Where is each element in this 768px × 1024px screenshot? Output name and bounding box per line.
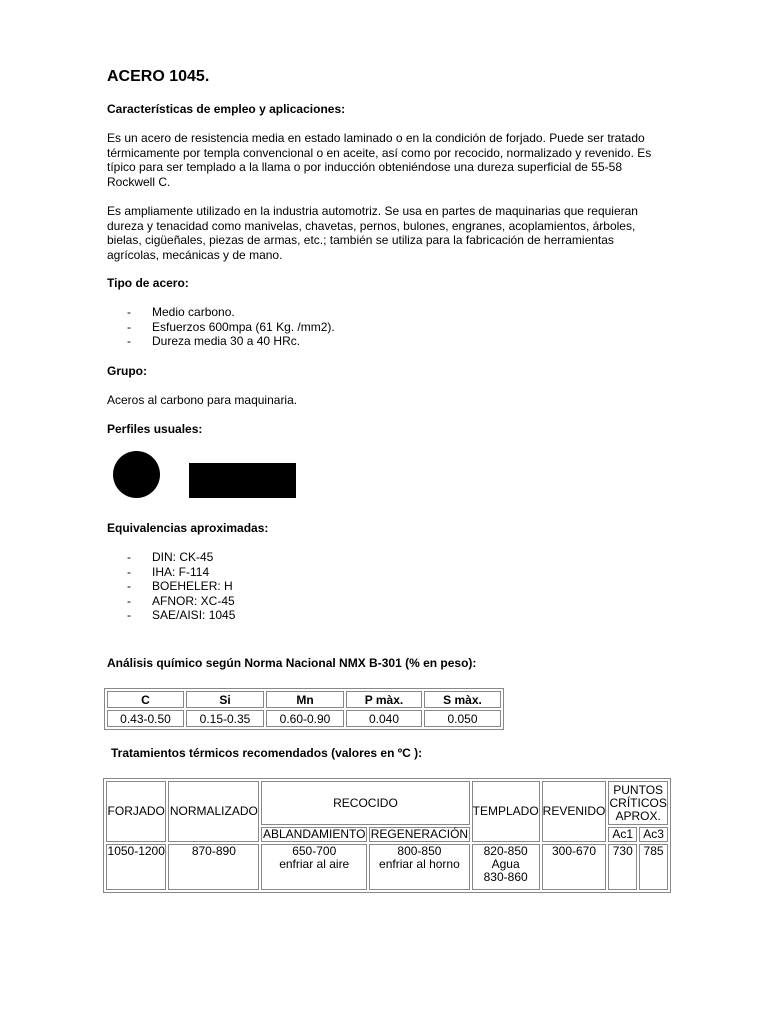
paragraph-caracteristicas-1: Es un acero de resistencia media en estado laminado o en la condición de forjado. Puede ser tratado térmicamente por templa convencional o en aceite, así como por recocido, normalizado y revenido. Es típico para ser templado a la llama o por inducción obteniéndose una dureza superficial de 55-58 Rockwell C.: [107, 131, 652, 189]
chemical-analysis-table: [104, 688, 504, 730]
table-cell: 300-670: [542, 844, 607, 890]
list-item: - BOEHELER: H: [127, 579, 235, 594]
list-item: - DIN: CK-45: [127, 550, 235, 565]
column-header: RECOCIDO: [261, 781, 469, 825]
column-header: ABLANDAMIENTO: [262, 827, 366, 841]
paragraph-caracteristicas-2: Es ampliamente utilizado en la industria automotriz. Se usa en partes de maquinarias que requieran dureza y tenacidad como manivelas, chavetas, pernos, bulones, engranes, acoplamientos, árboles, bielas, cigüeñales, piezas de armas, etc.; también se utiliza para la fabricación de herramientas agrícolas, mecánicas y de mano.: [107, 204, 638, 262]
table-cell: [369, 844, 469, 890]
column-header: FORJADO: [106, 781, 166, 842]
table-cell: 0.050: [424, 710, 501, 727]
column-header: PUNTOS CRÍTICOS APROX.: [608, 781, 668, 825]
column-header: Mn: [266, 691, 344, 708]
equivalencias-list: [127, 550, 235, 623]
column-header: REGENERACIÓN: [370, 827, 469, 841]
heat-treatment-table: [103, 778, 671, 893]
list-item: - AFNOR: XC-45: [127, 594, 235, 609]
column-header: TEMPLADO: [472, 781, 540, 842]
table-cell: 870-890: [168, 844, 259, 890]
table-cell: 1050-1200: [106, 844, 166, 890]
column-header: REVENIDO: [542, 781, 607, 842]
cell-value: 820-850: [483, 844, 528, 858]
heading-tratamientos: Tratamientos térmicos recomendados (valores en ºC ):: [111, 746, 423, 760]
column-header: NORMALIZADO: [168, 781, 259, 842]
tipo-acero-list: [127, 305, 335, 349]
round-bar-profile-icon: [113, 451, 160, 498]
list-item: - SAE/AISI: 1045: [127, 608, 235, 623]
heading-perfiles: Perfiles usuales:: [107, 422, 203, 436]
page-title: ACERO 1045.: [107, 68, 210, 85]
list-item: - IHA: F-114: [127, 565, 235, 580]
table-row: [107, 710, 501, 727]
table-cell: 0.60-0.90: [266, 710, 344, 727]
column-header: Ac1: [608, 827, 637, 842]
column-header: P màx.: [346, 691, 422, 708]
heading-grupo: Grupo:: [107, 364, 147, 378]
cell-value: 650-700: [292, 844, 337, 858]
flat-bar-profile-icon: [189, 463, 296, 498]
cell-note: enfriar al aire: [279, 857, 350, 871]
table-cell: [261, 844, 367, 890]
list-item: - Esfuerzos 600mpa (61 Kg. /mm2).: [127, 320, 335, 335]
column-header: Ac3: [639, 827, 668, 842]
table-cell: 730: [608, 844, 637, 890]
table-cell: 0.43-0.50: [107, 710, 184, 727]
cell-value: 800-850: [397, 844, 442, 858]
heading-caracteristicas: Características de empleo y aplicaciones:: [107, 102, 346, 116]
table-header-row: [106, 781, 668, 825]
cell-value: 830-860: [483, 870, 528, 884]
column-header: S màx.: [424, 691, 501, 708]
table-cell: 785: [639, 844, 668, 890]
table-cell: [472, 844, 540, 890]
table-cell: 0.15-0.35: [186, 710, 264, 727]
paragraph-grupo: Aceros al carbono para maquinaria.: [107, 393, 298, 407]
cell-value: Agua: [491, 857, 520, 871]
table-row: [106, 844, 668, 890]
table-cell: 0.040: [346, 710, 422, 727]
cell-note: enfriar al horno: [379, 857, 460, 871]
table-header-row: [107, 691, 501, 708]
heading-tipo-acero: Tipo de acero:: [107, 276, 189, 290]
list-item: - Dureza media 30 a 40 HRc.: [127, 334, 335, 349]
column-header: Si: [186, 691, 264, 708]
heading-analisis-quimico: Análisis químico según Norma Nacional NMX B-301 (% en peso):: [107, 656, 477, 670]
column-header: C: [107, 691, 184, 708]
list-item: - Medio carbono.: [127, 305, 335, 320]
heading-equivalencias: Equivalencias aproximadas:: [107, 521, 269, 535]
